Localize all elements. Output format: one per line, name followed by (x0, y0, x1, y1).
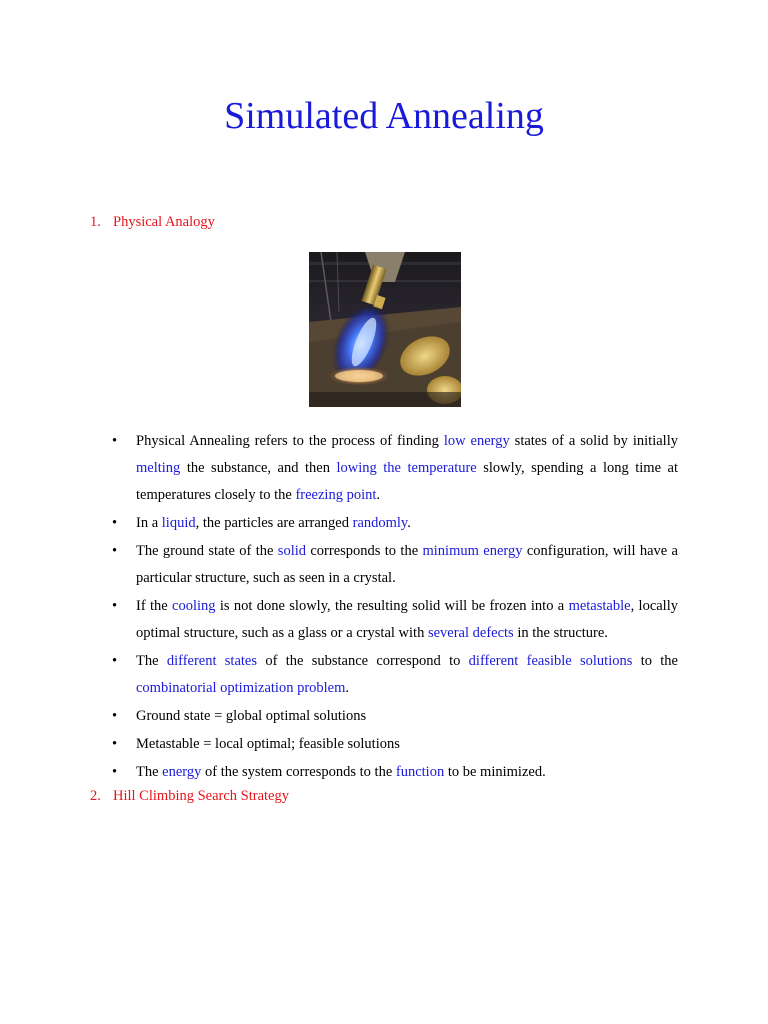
list-item (112, 428, 678, 509)
bullet-list (112, 428, 678, 787)
section-number: 2. (90, 788, 101, 804)
highlighted-term: energy (162, 764, 202, 780)
text-segment: . (407, 515, 411, 531)
text-segment: of the substance correspond to (257, 653, 469, 669)
bullet-dot-icon: • (112, 543, 118, 559)
text-segment: configuration, will have a particular structure, such as seen in a crystal. (136, 543, 678, 586)
page-title: Simulated Annealing (224, 95, 544, 137)
highlighted-term: lowing the temperature (336, 460, 477, 476)
text-segment: corresponds to the (306, 543, 423, 559)
bullet-dot-icon: • (112, 653, 118, 669)
bullet-dot-icon: • (112, 736, 118, 752)
highlighted-term: combinatorial optimization problem (136, 680, 346, 696)
bullet-text (136, 764, 546, 780)
highlighted-term: minimum energy (422, 543, 523, 559)
highlighted-term: freezing point (295, 487, 377, 503)
text-segment: Ground state = global optimal solutions (136, 708, 367, 724)
bullet-dot-icon: • (112, 708, 118, 724)
highlighted-term: different feasible solutions (468, 653, 633, 669)
list-item (112, 538, 678, 592)
bullet-dot-icon: • (112, 598, 118, 614)
text-segment: in the structure. (513, 625, 608, 641)
bullet-text (136, 543, 678, 586)
text-segment: states of a solid by initially (509, 433, 678, 449)
bullet-text (136, 653, 678, 696)
text-segment: Metastable = local optimal; feasible solutions (136, 736, 400, 752)
highlighted-term: different states (166, 653, 258, 669)
highlighted-term: several defects (427, 625, 514, 641)
text-segment: The ground state of the (136, 543, 278, 559)
section-heading-physical-analogy (90, 212, 215, 232)
bullet-text (136, 515, 411, 531)
highlighted-term: cooling (172, 598, 216, 614)
list-item (112, 731, 678, 758)
highlighted-term: metastable (568, 598, 631, 614)
bullet-text (136, 433, 678, 503)
text-segment: The (136, 653, 167, 669)
bullet-text (136, 736, 400, 752)
text-segment: The (136, 764, 163, 780)
text-segment: . (345, 680, 350, 696)
list-item (112, 759, 678, 786)
text-segment: is not done slowly, the resulting solid will be frozen into a (215, 598, 569, 614)
text-segment: . (376, 487, 381, 503)
text-segment: , locally optimal structure, such as a glass or a crystal with (136, 598, 678, 641)
text-segment: to the (632, 653, 678, 669)
text-segment: , the particles are arranged (195, 515, 353, 531)
highlighted-term: low energy (443, 433, 510, 449)
section-heading-hill-climbing (90, 786, 289, 806)
section-number: 1. (90, 214, 101, 230)
bullet-dot-icon: • (112, 433, 118, 449)
list-item (112, 648, 678, 702)
highlighted-term: solid (277, 543, 306, 559)
torch-flame-photo (309, 252, 461, 407)
section-label: Physical Analogy (113, 214, 215, 230)
highlighted-term: melting (136, 460, 181, 476)
bullet-text (136, 708, 366, 724)
list-item (112, 510, 678, 537)
text-segment: In a (136, 515, 162, 531)
section-label: Hill Climbing Search Strategy (113, 788, 289, 804)
list-item (112, 593, 678, 647)
text-segment: the substance, and then (180, 460, 337, 476)
text-segment: If the (136, 598, 173, 614)
highlighted-term: randomly (352, 515, 408, 531)
list-item (112, 703, 678, 730)
text-segment: to be minimized. (444, 764, 546, 780)
bullet-text (136, 598, 678, 641)
text-segment: Physical Annealing refers to the process of finding (136, 433, 444, 449)
bullet-dot-icon: • (112, 764, 118, 780)
text-segment: slowly, spending a long time at temperatures closely to the (136, 460, 678, 503)
highlighted-term: function (395, 764, 445, 780)
text-segment: of the system corresponds to the (201, 764, 396, 780)
bullet-dot-icon: • (112, 515, 118, 531)
highlighted-term: liquid (161, 515, 196, 531)
